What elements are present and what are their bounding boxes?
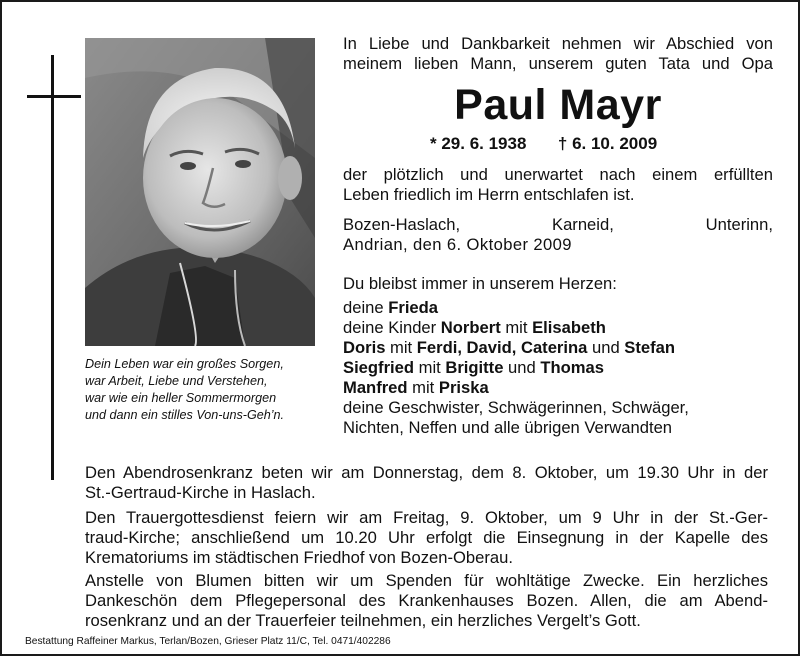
family-line — [343, 298, 773, 318]
birth-date: * 29. 6. 1938 — [430, 134, 527, 153]
rosary-announcement — [85, 463, 768, 503]
service-line: Den Trauergottesdienst feiern wir am Freitag, 9. Oktober, um 9 Uhr in der St.-Ger- — [85, 508, 768, 527]
family-name: Siegfried — [343, 358, 415, 377]
rosary-line: St.-Gertraud-Kirche in Haslach. — [85, 483, 316, 502]
poem — [85, 356, 335, 424]
family-text: und — [587, 338, 625, 357]
family-text: deine — [343, 298, 389, 317]
cross-icon-bar — [27, 95, 81, 98]
family-name: Brigitte — [445, 358, 504, 377]
family-line — [343, 338, 773, 358]
family-name: Ferdi, David, Caterina — [416, 338, 588, 357]
family-text: deine Kinder — [343, 318, 441, 337]
intro-line: In Liebe und Dankbarkeit nehmen wir Abschied von — [343, 34, 773, 53]
family-line: Nichten, Neffen und alle übrigen Verwandten — [343, 418, 673, 437]
family-text: mit — [500, 318, 533, 337]
place-line: Bozen-Haslach, Karneid, Unterinn, — [343, 215, 773, 234]
place-line-text: Andrian, den 6. Oktober 2009 — [343, 235, 572, 254]
family-name: Doris — [343, 338, 386, 357]
funeral-home-footer: Bestattung Raffeiner Markus, Terlan/Bozen, Grieser Platz 11/C, Tel. 0471/402286 — [25, 636, 391, 647]
family-text: mit — [385, 338, 417, 357]
donation-line: rosenkranz und an der Trauerfeier teilnehmen, ein herzliches Vergelt’s Gott. — [85, 611, 641, 630]
family-list — [343, 274, 773, 438]
passing-line: Leben friedlich im Herrn entschlafen ist. — [343, 185, 635, 204]
donation-line: Dankeschön dem Pflegepersonal des Krankenhauses Bozen. Allen, die am Abend- — [85, 591, 768, 610]
family-name: Frieda — [388, 298, 439, 317]
place-date — [343, 215, 773, 255]
family-name: Thomas — [540, 358, 604, 377]
poem-line: Dein Leben war ein großes Sorgen, — [85, 357, 284, 371]
family-name: Priska — [438, 378, 489, 397]
portrait-photo — [85, 38, 315, 346]
place-line — [343, 235, 773, 255]
donation-note — [85, 571, 768, 631]
death-date: † 6. 10. 2009 — [557, 134, 658, 153]
deceased-name: Paul Mayr — [454, 81, 662, 129]
family-name: Elisabeth — [532, 318, 606, 337]
life-dates — [430, 133, 657, 155]
service-announcement — [85, 508, 768, 568]
family-line — [343, 378, 773, 398]
donation-line: Anstelle von Blumen bitten wir um Spenden für wohltätige Zwecke. Ein herzliches — [85, 571, 768, 590]
family-text: mit — [407, 378, 439, 397]
family-text: mit — [414, 358, 446, 377]
family-name: Manfred — [343, 378, 408, 397]
family-name: Stefan — [624, 338, 676, 357]
family-line — [343, 318, 773, 338]
family-text: und — [503, 358, 541, 377]
service-line: traud-Kirche; anschließend um 10.20 Uhr erfolgt die Einsegnung in der Kapelle des — [85, 528, 768, 547]
family-line: deine Geschwister, Schwägerinnen, Schwäger, — [343, 398, 689, 417]
intro-line: meinem lieben Mann, unserem guten Tata und Opa — [343, 54, 773, 73]
heart-line: Du bleibst immer in unserem Herzen: — [343, 274, 617, 293]
family-name: Norbert — [440, 318, 501, 337]
intro-text — [343, 34, 773, 74]
poem-line: und dann ein stilles Von-uns-Geh’n. — [85, 408, 285, 422]
rosary-line: Den Abendrosenkranz beten wir am Donnerstag, dem 8. Oktober, um 19.30 Uhr in der — [85, 463, 768, 482]
passing-line: der plötzlich und unerwartet nach einem erfüllten — [343, 165, 773, 184]
poem-line: war wie ein heller Sommermorgen — [85, 391, 277, 405]
service-line: Krematoriums im städtischen Friedhof von Bozen-Oberau. — [85, 548, 513, 567]
poem-line: war Arbeit, Liebe und Verstehen, — [85, 374, 268, 388]
family-line — [343, 358, 773, 378]
cross-icon — [51, 55, 54, 480]
portrait-image — [85, 38, 315, 346]
passing-text — [343, 165, 773, 205]
